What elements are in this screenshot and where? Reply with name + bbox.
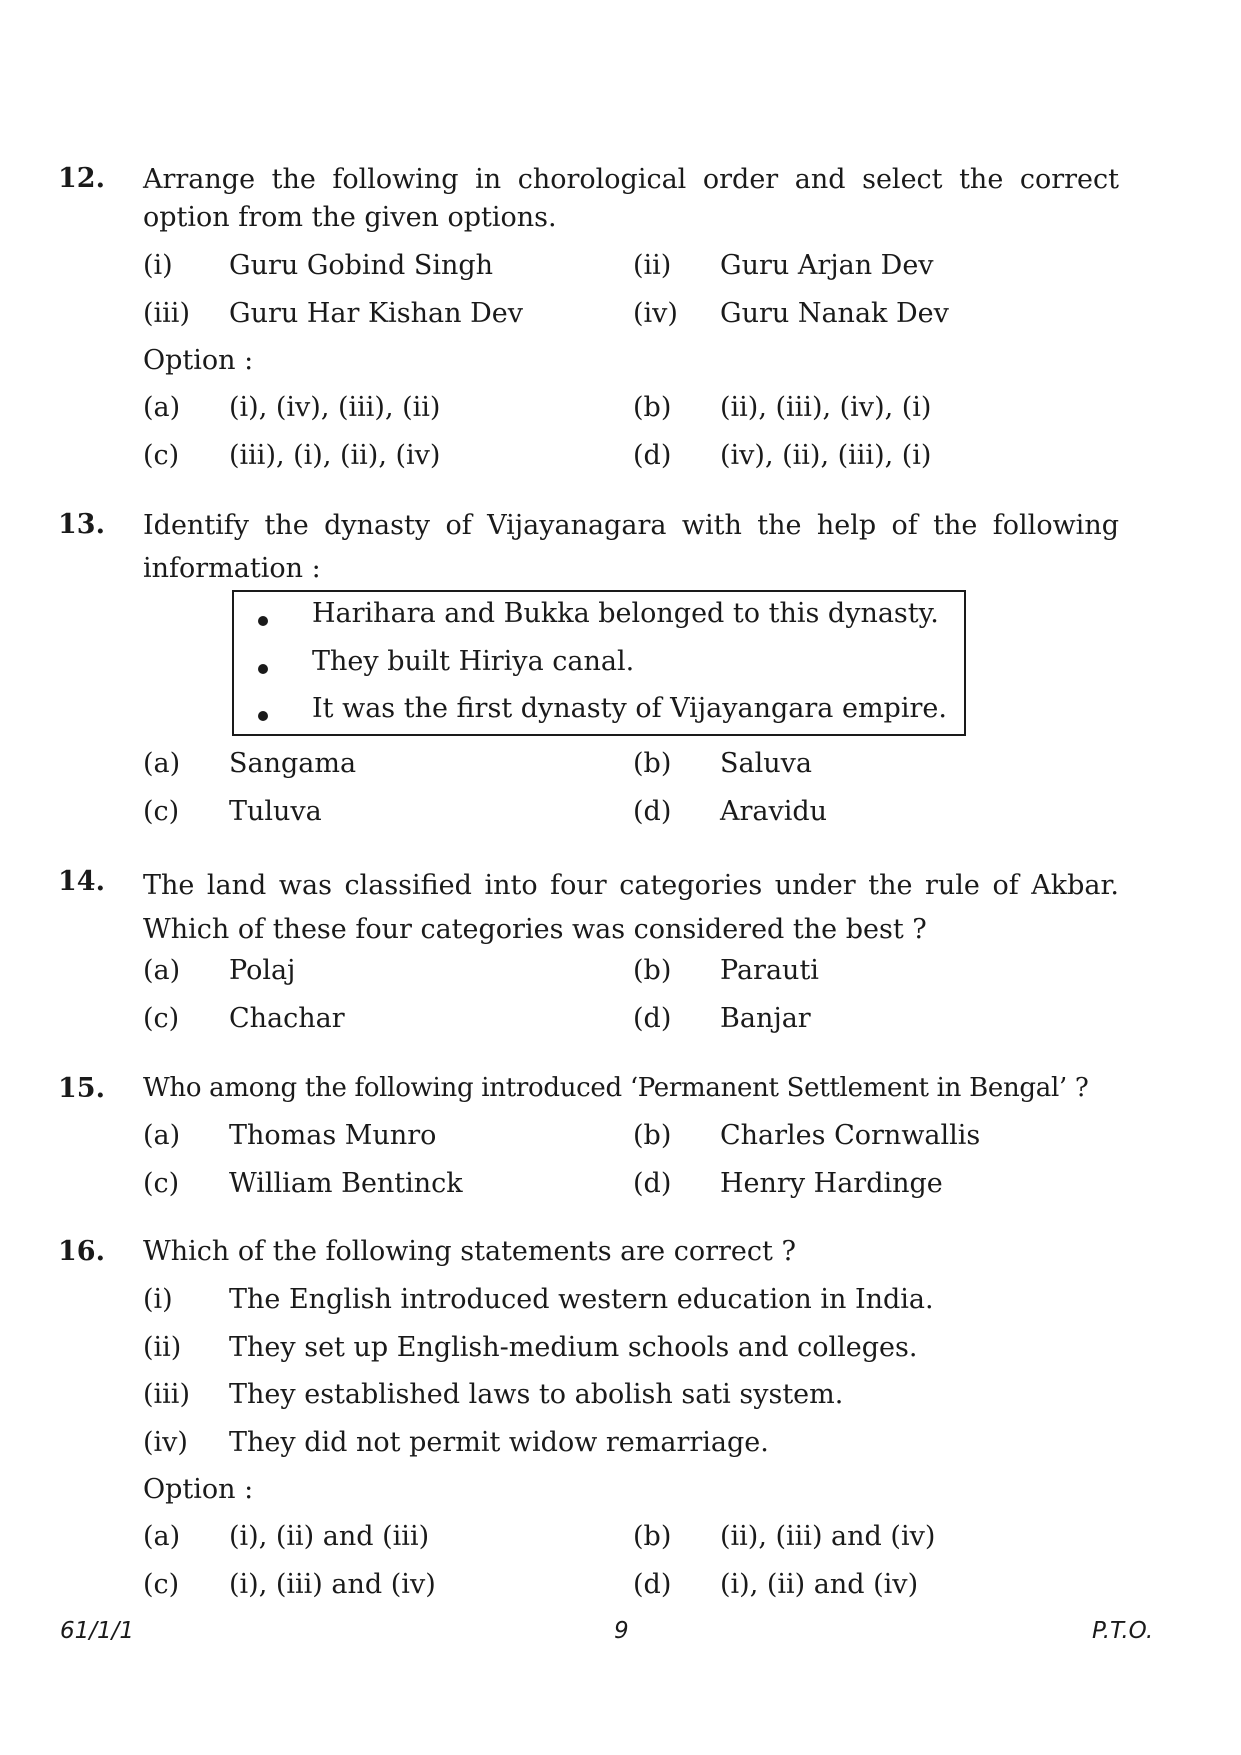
option-label: (a)	[143, 955, 181, 986]
bullet-icon	[258, 616, 268, 626]
option-text: (i), (iv), (iii), (ii)	[229, 392, 441, 423]
option-label: (c)	[143, 440, 180, 471]
option-label: (d)	[633, 1003, 672, 1034]
item-text: They set up English-medium schools and colleges.	[229, 1332, 918, 1363]
option-text: (ii), (iii) and (iv)	[720, 1521, 936, 1552]
info-bullet-text: Harihara and Bukka belonged to this dynasty.	[312, 598, 939, 629]
item-text: Guru Nanak Dev	[720, 298, 949, 329]
page-number: 9	[614, 1618, 629, 1644]
paper-code: 61/1/1	[60, 1618, 135, 1644]
question-number: 12.	[58, 163, 105, 194]
question-text-continued: information :	[143, 553, 321, 584]
item-text: Guru Gobind Singh	[229, 250, 494, 281]
item-text: They did not permit widow remarriage.	[229, 1427, 769, 1458]
option-text: (iv), (ii), (iii), (i)	[720, 440, 932, 471]
item-label: (iii)	[143, 298, 190, 329]
option-label: (a)	[143, 1521, 181, 1552]
info-box	[232, 590, 966, 736]
option-text: (i), (ii) and (iii)	[229, 1521, 430, 1552]
info-bullet-text: It was the first dynasty of Vijayangara empire.	[312, 693, 947, 724]
question-number: 15.	[58, 1073, 105, 1104]
option-heading: Option :	[143, 345, 254, 376]
option-text: Charles Cornwallis	[720, 1120, 981, 1151]
question-number: 13.	[58, 509, 105, 540]
question-number: 16.	[58, 1236, 105, 1267]
option-text: Aravidu	[720, 796, 828, 827]
option-text: (ii), (iii), (iv), (i)	[720, 392, 932, 423]
option-text: William Bentinck	[229, 1168, 463, 1199]
option-label: (b)	[633, 1120, 672, 1151]
option-label: (d)	[633, 1168, 672, 1199]
option-label: (d)	[633, 1569, 672, 1600]
item-label: (iv)	[143, 1427, 188, 1458]
option-label: (d)	[633, 440, 672, 471]
option-text: Henry Hardinge	[720, 1168, 943, 1199]
option-label: (d)	[633, 796, 672, 827]
option-label: (b)	[633, 748, 672, 779]
option-text: (iii), (i), (ii), (iv)	[229, 440, 441, 471]
option-text: (i), (ii) and (iv)	[720, 1569, 919, 1600]
option-text: Chachar	[229, 1003, 345, 1034]
question-number: 14.	[58, 866, 105, 897]
question-text: Arrange the following in chorological order and select the correct option from the given options.	[143, 164, 1119, 233]
item-text: They established laws to abolish sati system.	[229, 1379, 844, 1410]
bullet-icon	[258, 711, 268, 721]
item-label: (i)	[143, 1284, 173, 1315]
item-text: The English introduced western education in India.	[229, 1284, 934, 1315]
option-label: (c)	[143, 1003, 180, 1034]
question-text: The land was classified into four categories under the rule of Akbar. Which of these four categories was considered the best ?	[143, 870, 1119, 945]
option-label: (a)	[143, 392, 181, 423]
question-text: Which of the following statements are correct ?	[143, 1236, 796, 1267]
option-label: (c)	[143, 1569, 180, 1600]
option-text: (i), (iii) and (iv)	[229, 1569, 436, 1600]
option-label: (b)	[633, 392, 672, 423]
option-text: Thomas Munro	[229, 1120, 437, 1151]
option-label: (a)	[143, 1120, 181, 1151]
info-bullet-text: They built Hiriya canal.	[312, 646, 635, 677]
option-label: (b)	[633, 1521, 672, 1552]
option-text: Sangama	[229, 748, 357, 779]
item-text: Guru Arjan Dev	[720, 250, 934, 281]
option-heading: Option :	[143, 1474, 254, 1505]
option-text: Polaj	[229, 955, 296, 986]
option-label: (c)	[143, 796, 180, 827]
question-text: Identify the dynasty of Vijayanagara with the help of the following	[143, 510, 1119, 541]
bullet-icon	[258, 664, 268, 674]
option-text: Saluva	[720, 748, 812, 779]
option-text: Banjar	[720, 1003, 811, 1034]
item-label: (ii)	[633, 250, 672, 281]
question-text: Who among the following introduced ‘Permanent Settlement in Bengal’ ?	[143, 1073, 1089, 1103]
item-label: (i)	[143, 250, 173, 281]
option-text: Parauti	[720, 955, 819, 986]
item-label: (iv)	[633, 298, 678, 329]
option-label: (b)	[633, 955, 672, 986]
option-label: (a)	[143, 748, 181, 779]
pto-label: P.T.O.	[1092, 1618, 1154, 1644]
item-text: Guru Har Kishan Dev	[229, 298, 523, 329]
item-label: (ii)	[143, 1332, 182, 1363]
option-text: Tuluva	[229, 796, 322, 827]
option-label: (c)	[143, 1168, 180, 1199]
item-label: (iii)	[143, 1379, 190, 1410]
